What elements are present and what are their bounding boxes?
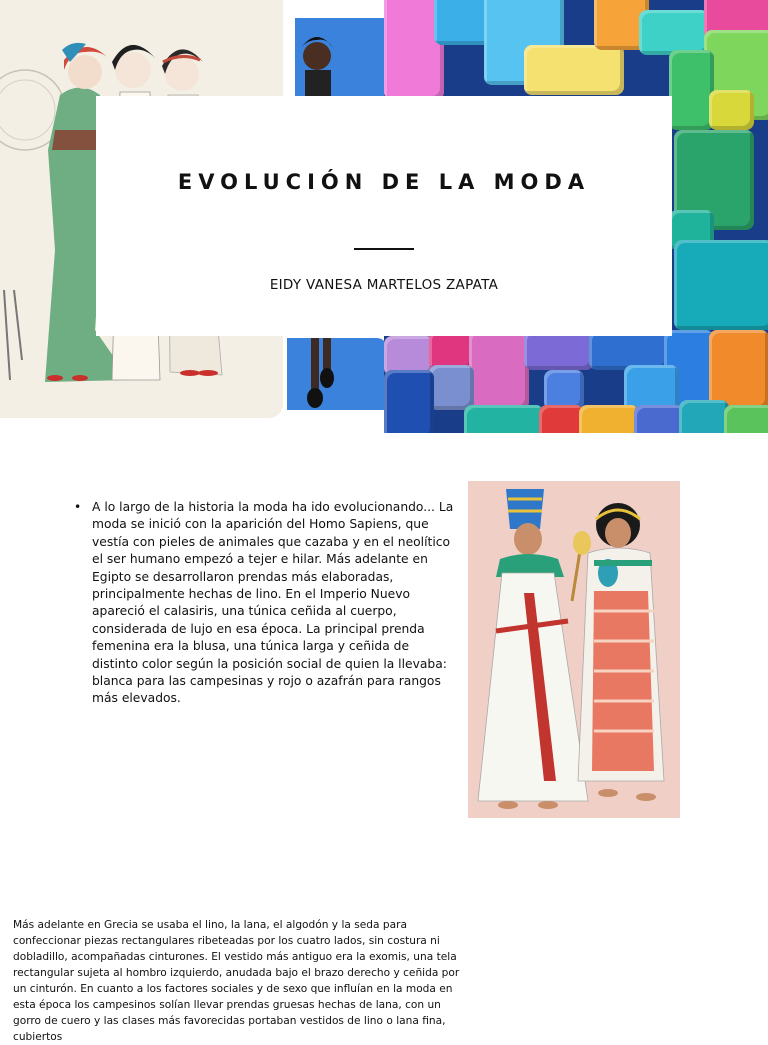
author-name: EIDY VANESA MARTELOS ZAPATA	[269, 277, 499, 293]
bullet-text: A lo largo de la historia la moda ha ido evolucionando... La moda se inició con la aparición del Homo Sapiens, que vestía con pieles de animales que cazaba y en el neolítico el ser humano empezó a tejer e hilar. Más adelante en Egipto se desarrollaron prendas más elaboradas, principalmente hechas de lino. En el Imperio Nuevo apareció el calasiris, una túnica ceñida al cuerpo, considerada de lujo en esa época. La principal prenda femenina era la blusa, una túnica larga y ceñida de distinto color según la posición social de quien la llevaba: blanca para las campesinas y rojo o azafrán para rangos más elevados.	[92, 500, 454, 706]
greece-paragraph: Más adelante en Grecia se usaba el lino, la lana, el algodón y la seda para confeccionar piezas rectangulares ribeteadas por los cuatro lados, sin costura ni dobladillo, acompañadas cinturones. El vestido más antiguo era la exomis, una tela rectangular sujeta al hombro izquierdo, anudada bajo el brazo derecho y ceñida por un cinturón. En cuanto a los factores sociales y de sexo que influían en la moda en esta época los campesinos solían llevar prendas gruesas hechas de lana, con un gorro de cuero y las clases más favorecidas portaban vestidos de lino o lana fina, cubiertos	[13, 919, 460, 1043]
title-slide	[0, 0, 768, 433]
title-card	[96, 96, 672, 336]
bullet-dot-icon: •	[74, 500, 82, 514]
content-slide	[0, 433, 768, 1043]
presentation-title: EVOLUCIÓN DE LA MODA	[177, 170, 591, 194]
bullet-paragraph	[74, 499, 454, 708]
title-divider	[354, 248, 414, 250]
egyptian-women-drawing	[468, 481, 680, 818]
egyptian-clothing-illustration	[468, 481, 680, 818]
